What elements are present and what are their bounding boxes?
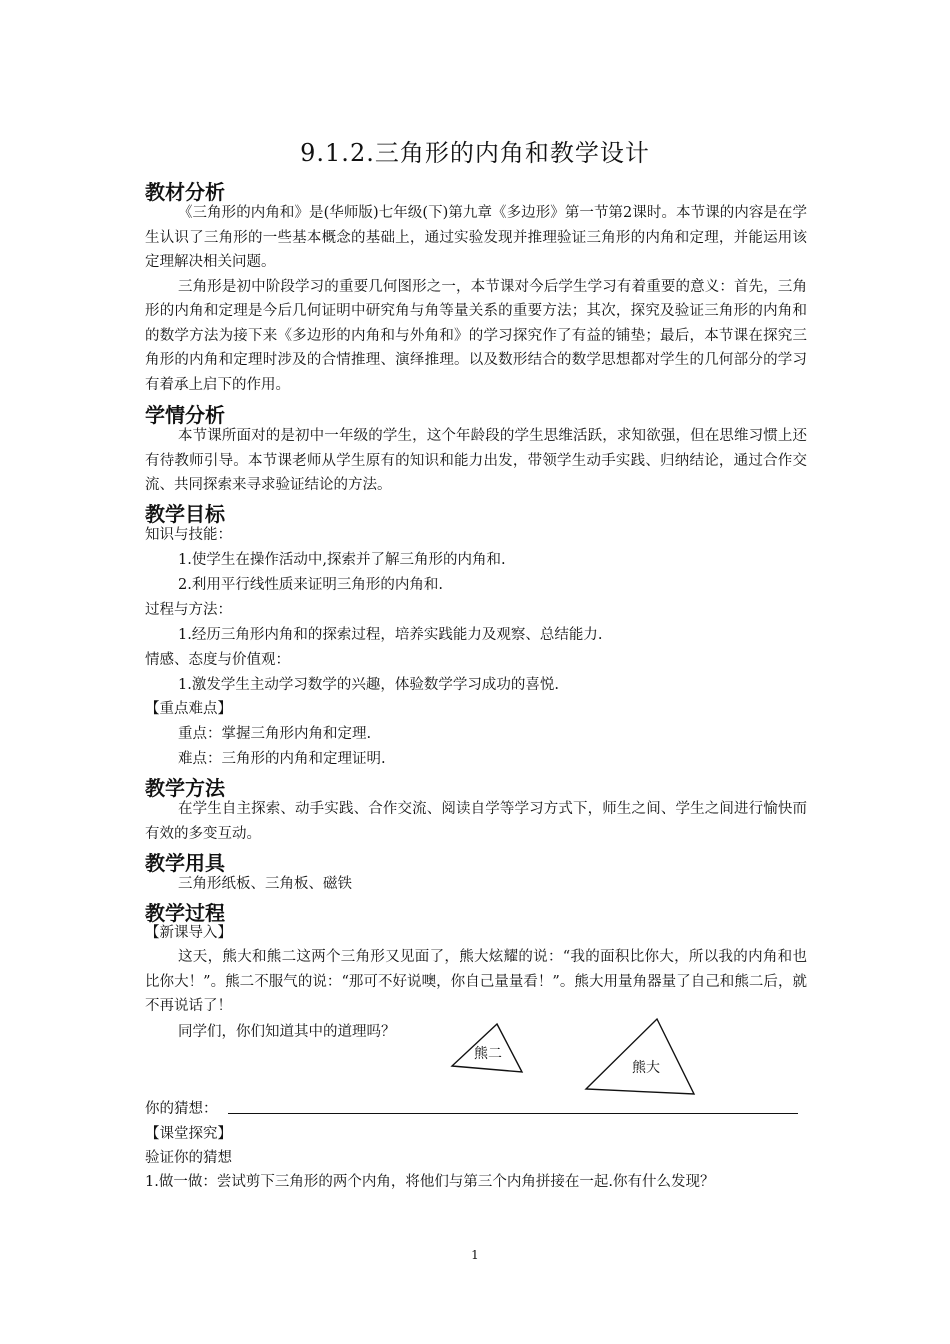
label-xinke: 【新课导入】: [145, 925, 232, 941]
paragraph-jiaocai: [145, 201, 807, 397]
label-zhishi: 知识与技能：: [145, 527, 232, 543]
goal-qinggan-1: 1.激发学生主动学习数学的兴趣，体验数学学习成功的喜悦.: [178, 677, 559, 693]
guess-answer-line[interactable]: [228, 1113, 798, 1114]
paragraph-jiaocai-2: 三角形是初中阶段学习的重要几何图形之一，本节课对今后学生学习有着重要的意义：首先，三角形的内角和定理是今后几何证明中研究角与角等量关系的重要方法；其次，探究及验证三角形的内角和的数学方法为接下来《多边形的内角和与外角和》的学习探究作了有益的铺垫；最后，本节课在探究三角形的内角和定理时涉及的合情推理、演绎推理。以及数形结合的数学思想都对学生的几何部分的学习有着承上启下的作用。: [145, 278, 807, 393]
key-point: 重点：掌握三角形内角和定理.: [178, 726, 372, 742]
label-zhongdian: 【重点难点】: [145, 701, 232, 717]
paragraph-jiaocai-1: 《三角形的内角和》是(华师版)七年级(下)第九章《多边形》第一节第2课时。本节课的内容是在学生认识了三角形的一些基本概念的基础上，通过实验发现并推理验证三角形的内角和定理，并能运用该定理解决相关问题。: [145, 205, 807, 270]
step-1-text: 1.做一做：尝试剪下三角形的两个内角，将他们与第三个内角拼接在一起.你有什么发现？: [145, 1174, 715, 1190]
goal-guocheng-1: 1.经历三角形内角和的探索过程，培养实践能力及观察、总结能力.: [178, 627, 603, 643]
big-triangle-label: 熊大: [632, 1060, 660, 1076]
paragraph-xueqing-1: 本节课所面对的是初中一年级的学生，这个年龄段的学生思维活跃，求知欲强，但在思维习惯上还有待教师引导。本节课老师从学生原有的知识和能力出发，带领学生动手实践、归纳结论，通过合作交流、共同探索来寻求验证结论的方法。: [145, 428, 807, 493]
label-tanjiu: 【课堂探究】: [145, 1126, 232, 1142]
paragraph-fangfa: [145, 797, 807, 846]
verify-text: 验证你的猜想: [145, 1150, 232, 1166]
paragraph-fangfa-1: 在学生自主探索、动手实践、合作交流、阅读自学等学习方式下，师生之间、学生之间进行愉快而有效的多变互动。: [145, 801, 807, 842]
paragraph-story: [145, 945, 807, 1019]
label-qinggan: 情感、态度与价值观：: [145, 652, 290, 668]
heading-mubiao: 教学目标: [145, 502, 225, 526]
big-triangle-shape: [586, 1019, 694, 1094]
small-triangle: [449, 1022, 525, 1074]
label-guocheng: 过程与方法：: [145, 602, 232, 618]
page-number: 1: [471, 1248, 479, 1262]
small-triangle-label: 熊二: [474, 1046, 502, 1062]
difficult-point: 难点：三角形的内角和定理证明.: [178, 751, 386, 767]
paragraph-xueqing: [145, 424, 807, 498]
guess-label: 你的猜想：: [145, 1101, 218, 1117]
paragraph-story-1: 这天，熊大和熊二这两个三角形又见面了，熊大炫耀的说：“我的面积比你大，所以我的内角和也比你大！”。熊二不服气的说：“那可不好说噢，你自己量量看！”。熊大用量角器量了自己和熊二后，就不再说话了！: [145, 949, 807, 1014]
big-triangle: [583, 1017, 697, 1097]
page-title: 9.1.2.三角形的内角和教学设计: [300, 139, 650, 167]
goal-zhishi-2: 2.利用平行线性质来证明三角形的内角和.: [178, 577, 443, 593]
question-text: 同学们，你们知道其中的道理吗？: [178, 1024, 396, 1040]
heading-jiaocai: 教材分析: [145, 180, 225, 204]
heading-guocheng: 教学过程: [145, 901, 225, 925]
heading-fangfa: 教学方法: [145, 776, 225, 800]
heading-xueqing: 学情分析: [145, 403, 225, 427]
tools-list: 三角形纸板、三角板、磁铁: [178, 876, 352, 892]
goal-zhishi-1: 1.使学生在操作活动中,探索并了解三角形的内角和.: [178, 552, 506, 568]
heading-yongju: 教学用具: [145, 851, 225, 875]
